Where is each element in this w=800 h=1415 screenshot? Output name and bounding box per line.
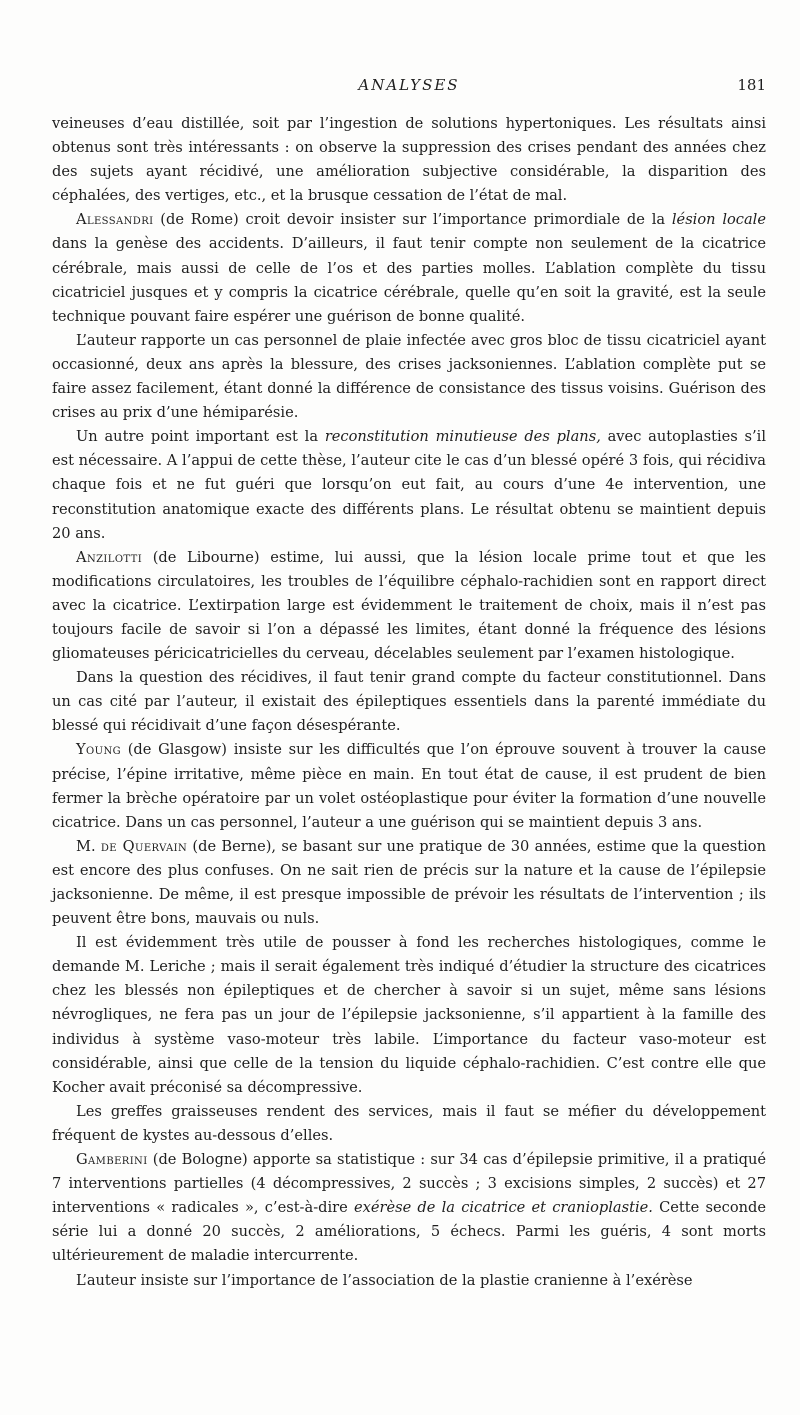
text-segment: M. <box>76 837 101 855</box>
paragraph <box>52 1148 766 1268</box>
text-segment: dans la genèse des accidents. D’ailleurs, il faut tenir compte non seulement de la cicatrice cérébrale, mais aussi de celle de l’os et des parties molles. L’ablation complète du tissu cicatriciel jusques et y compris la cicatrice cérébrale, quelle qu’en soit la gravité, est la seule technique pouvant faire espérer une guérison de bonne qualité. <box>52 235 766 325</box>
page-header <box>52 76 766 100</box>
text-segment: Il est évidemment très utile de pousser à fond les recherches histologiques, comme le demande M. Leriche ; mais il serait également très indiqué d’étudier la structure des cicatrices chez les blessés non épileptiques et de chercher à savoir si un sujet, même sans lésions névrogliques, ne fera pas un jour de l’épilepsie jacksonienne, s’il appartient à la famille des individus à système vaso-moteur très labile. L’importance du facteur vaso-moteur est considérable, ainsi que celle de la tension du liquide céphalo-rachidien. C’est contre elle que Kocher avait préconisé sa décompressive. <box>52 934 766 1096</box>
paragraph <box>52 1269 766 1293</box>
emphasis-text: lésion locale <box>671 211 766 229</box>
emphasis-text: exérèse de la cicatrice et cranioplastie. <box>353 1199 653 1217</box>
text-segment: (de Libourne) estime, lui aussi, que la lésion locale prime tout et que les modifications circulatoires, les troubles de l’équilibre céphalo-rachidien sont en rapport direct avec la cicatrice. L’extirpation large est évidemment le traitement de choix, mais il n’est pas toujours facile de savoir si l’on a dépassé les limites, étant donné la fréquence des lésions gliomateuses péricicatricielles du cerveau, décelables seulement par l’examen histologique. <box>52 548 766 663</box>
text-segment: avec autoplasties s’il est nécessaire. A l’appui de cette thèse, l’auteur cite le cas d’un blessé opéré 3 fois, qui récidiva chaque fois et ne fut guéri que lorsqu’on eut fait, au cours d’une 4e intervention, une reconstitution anatomique exacte des différents plans. Le résultat obtenu se maintient depuis 20 ans. <box>52 428 766 542</box>
text-segment: (de Glasgow) insiste sur les difficultés que l’on éprouve souvent à trouver la cause précise, l’épine irritative, même pièce en main. En tout état de cause, il est prudent de bien fermer la brèche opératoire par un volet ostéoplastique pour éviter la formation d’une nouvelle cicatrice. Dans un cas personnel, l’auteur a une guérison qui se maintient depuis 3 ans. <box>52 741 766 831</box>
text-segment: Un autre point important est la <box>76 428 325 446</box>
paragraph <box>52 329 766 425</box>
running-title: ANALYSES <box>358 76 460 94</box>
author-name: Young <box>76 741 121 759</box>
paragraph <box>52 666 766 738</box>
paragraph <box>52 112 766 208</box>
paragraph <box>52 1100 766 1148</box>
paragraph <box>52 546 766 666</box>
paragraph <box>52 835 766 931</box>
page-number: 181 <box>737 76 766 94</box>
text-segment: (de Berne), se basant sur une pratique de 30 années, estime que la question est encore des plus confuses. On ne sait rien de précis sur la nature et la cause de l’épilepsie jacksonienne. De même, il est presque impossible de prévoir les résultats de l’intervention ; ils peuvent être bons, mauvais ou nuls. <box>52 837 766 928</box>
text-segment: (de Bologne) apporte sa statistique : sur 34 cas d’épilepsie primitive, il a pratiqué 7 interventions partielles (4 décompressives, 2 succès ; 3 excisions simples, 2 succès) et 27 interventions « radicales », c’est-à-dire <box>52 1151 766 1217</box>
author-name: Gamberini <box>76 1151 148 1169</box>
text-segment: Dans la question des récidives, il faut tenir grand compte du facteur constitutionnel. Dans un cas cité par l’auteur, il existait des épileptiques essentiels dans la parenté immédiate du blessé qui récidivait d’une façon désespérante. <box>52 669 766 735</box>
paragraph <box>52 931 766 1100</box>
author-name: de Quervain <box>100 837 188 855</box>
text-segment: veineuses d’eau distillée, soit par l’ingestion de solutions hypertoniques. Les résultats ainsi obtenus sont très intéressants : on observe la suppression des crises pendant des années chez des sujets ayant récidivé, une amélioration subjective considérable, la disparition des céphalées, des vertiges, etc., et la brusque cessation de l’état de mal. <box>52 115 766 205</box>
emphasis-text: reconstitution minutieuse des plans, <box>324 428 601 446</box>
author-name: Anzilotti <box>76 548 143 566</box>
paragraph <box>52 738 766 834</box>
text-segment: L’auteur rapporte un cas personnel de plaie infectée avec gros bloc de tissu cicatriciel ayant occasionné, deux ans après la blessure, des crises jacksoniennes. L’ablation complète put se faire assez facilement, étant donné la différence de consistance des tissus voisins. Guérison des crises au prix d’une hémiparésie. <box>52 331 766 422</box>
paragraph <box>52 208 766 328</box>
paragraph <box>52 425 766 545</box>
body-text <box>52 112 766 1293</box>
text-segment: L’auteur insiste sur l’importance de l’association de la plastie cranienne à l’exérèse <box>76 1271 693 1289</box>
author-name: Alessandri <box>76 211 154 229</box>
text-segment: Cette seconde série lui a donné 20 succès, 2 améliorations, 5 échecs. Parmi les guéris, 4 sont morts ultérieurement de maladie intercurrente. <box>52 1199 766 1265</box>
text-segment: (de Rome) croit devoir insister sur l’importance primordiale de la <box>153 211 672 229</box>
text-segment: Les greffes graisseuses rendent des services, mais il faut se méfier du développement fréquent de kystes au-dessous d’elles. <box>52 1102 766 1144</box>
